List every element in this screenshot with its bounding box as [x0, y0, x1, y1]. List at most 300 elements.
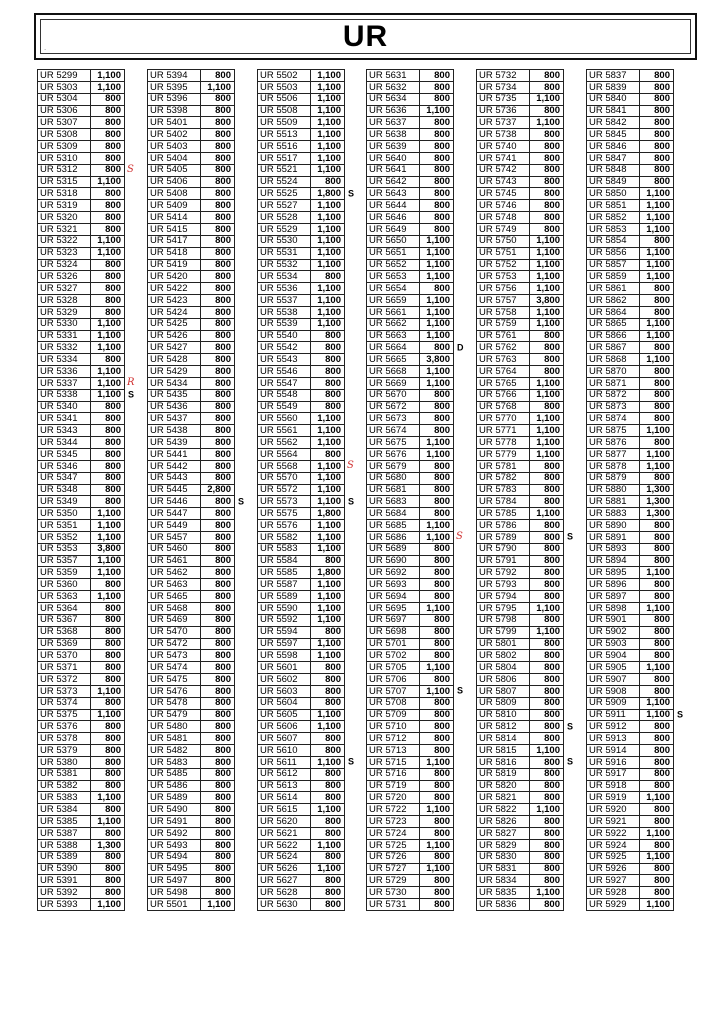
item-price: 800	[434, 472, 450, 484]
item-code: UR 5584	[258, 556, 311, 567]
item-code: UR 5918	[587, 781, 640, 792]
item-price: 800	[544, 105, 560, 117]
table-row	[257, 141, 345, 153]
table-row	[37, 200, 125, 212]
item-code: UR 5445	[148, 485, 201, 496]
item-price: 800	[105, 733, 121, 744]
item-code: UR 5883	[587, 508, 640, 519]
item-code: UR 5866	[587, 331, 640, 342]
item-code: UR 5795	[477, 603, 530, 614]
item-price: 800	[215, 401, 231, 413]
table-row	[366, 710, 454, 722]
table-row	[586, 437, 674, 449]
item-code: UR 5870	[587, 366, 640, 377]
item-price: 800	[215, 828, 231, 839]
item-code: UR 5573	[258, 496, 311, 507]
table-row	[476, 840, 564, 852]
item-price: 800	[215, 437, 231, 448]
table-row	[257, 307, 345, 319]
table-row	[476, 260, 564, 272]
item-price: 1,100	[317, 129, 341, 140]
item-code: UR 5321	[38, 224, 91, 235]
item-code: UR 5708	[367, 698, 420, 709]
item-code: UR 5319	[38, 200, 91, 211]
table-row	[147, 781, 235, 793]
table-row	[476, 887, 564, 899]
item-code: UR 5852	[587, 212, 640, 223]
item-price: 800	[654, 117, 670, 129]
item-code: UR 5712	[367, 733, 420, 744]
item-code: UR 5336	[38, 366, 91, 377]
table-row	[586, 390, 674, 402]
handwritten-mark: S	[347, 460, 354, 472]
item-code: UR 5612	[258, 769, 311, 780]
table-row	[476, 390, 564, 402]
item-code: UR 5396	[148, 94, 201, 105]
table-row	[257, 437, 345, 449]
item-code: UR 5323	[38, 248, 91, 259]
table-row	[257, 532, 345, 544]
item-price: 800	[215, 164, 231, 176]
table-row	[476, 579, 564, 591]
item-price: 800	[325, 685, 341, 697]
item-code: UR 5561	[258, 425, 311, 436]
item-code: UR 5425	[148, 319, 201, 330]
item-code: UR 5735	[477, 94, 530, 105]
item-code: UR 5697	[367, 615, 420, 626]
table-row	[37, 164, 134, 177]
item-price: 800	[105, 875, 121, 887]
table-row	[586, 733, 674, 745]
item-price: 800	[434, 70, 450, 81]
item-code: UR 5497	[148, 875, 201, 886]
item-code: UR 5917	[587, 769, 640, 780]
item-code: UR 5320	[38, 212, 91, 223]
table-row	[586, 413, 674, 425]
item-code: UR 5791	[477, 556, 530, 567]
table-row	[147, 662, 235, 674]
item-code: UR 5765	[477, 378, 530, 389]
item-price: 800	[544, 816, 560, 827]
item-code: UR 5649	[367, 224, 420, 235]
item-price: 800	[215, 247, 231, 259]
item-price: 800	[325, 851, 341, 863]
table-row	[476, 129, 564, 141]
item-code: UR 5597	[258, 639, 311, 650]
item-price: 800	[325, 389, 341, 401]
table-row	[147, 591, 235, 603]
item-price: 800	[434, 733, 450, 744]
table-row	[366, 271, 454, 283]
item-price: 1,100	[646, 851, 670, 863]
item-code: UR 5719	[367, 781, 420, 792]
item-code: UR 5306	[38, 106, 91, 117]
item-price: 800	[325, 828, 341, 839]
item-code: UR 5310	[38, 153, 91, 164]
item-code: UR 5338	[38, 390, 91, 401]
row-flag: S	[128, 389, 135, 400]
item-price: 800	[544, 579, 560, 590]
item-code: UR 5363	[38, 591, 91, 602]
item-price: 800	[434, 579, 450, 590]
item-price: 1,100	[426, 377, 450, 389]
item-code: UR 5480	[148, 721, 201, 732]
item-price: 800	[215, 496, 231, 508]
table-row	[257, 390, 345, 402]
item-price: 800	[215, 200, 231, 211]
table-row	[257, 733, 345, 745]
table-row	[257, 698, 345, 710]
item-price: 1,100	[536, 377, 560, 389]
table-row	[366, 662, 454, 674]
item-code: UR 5345	[38, 449, 91, 460]
item-price: 1,100	[317, 437, 341, 448]
table-row	[366, 721, 454, 733]
item-code: UR 5405	[148, 165, 201, 176]
table-row	[366, 378, 454, 390]
item-code: UR 5387	[38, 828, 91, 839]
table-row	[147, 840, 235, 852]
item-price: 800	[654, 733, 670, 744]
item-price: 800	[654, 152, 670, 164]
item-code: UR 5486	[148, 781, 201, 792]
table-row	[257, 260, 345, 272]
table-row	[586, 864, 674, 876]
item-price: 800	[434, 212, 450, 223]
table-row	[586, 224, 674, 236]
item-code: UR 5637	[367, 117, 420, 128]
item-price: 1,100	[317, 531, 341, 543]
item-code: UR 5749	[477, 224, 530, 235]
item-price: 800	[654, 531, 670, 543]
item-code: UR 5322	[38, 236, 91, 247]
table-row	[147, 792, 235, 804]
item-price: 1,100	[426, 520, 450, 531]
item-price: 1,100	[426, 259, 450, 271]
item-price: 800	[654, 520, 670, 531]
item-code: UR 5644	[367, 200, 420, 211]
item-price: 800	[325, 176, 341, 188]
item-price: 800	[215, 887, 231, 898]
item-code: UR 5751	[477, 248, 530, 259]
item-code: UR 5894	[587, 556, 640, 567]
table-row	[37, 639, 125, 651]
item-code: UR 5529	[258, 224, 311, 235]
item-code: UR 5640	[367, 153, 420, 164]
table-row	[257, 354, 345, 366]
item-price: 1,100	[646, 425, 670, 436]
item-price: 800	[325, 366, 341, 377]
item-code: UR 5418	[148, 248, 201, 259]
item-price: 800	[434, 496, 450, 508]
table-row	[37, 413, 125, 425]
table-row	[37, 828, 125, 840]
table-row	[476, 485, 564, 497]
table-row	[366, 840, 454, 852]
item-code: UR 5669	[367, 378, 420, 389]
item-price: 800	[654, 768, 670, 780]
table-row	[476, 567, 564, 579]
table-row	[586, 875, 674, 887]
item-price: 800	[325, 354, 341, 365]
item-code: UR 5822	[477, 804, 530, 815]
item-code: UR 5896	[587, 579, 640, 590]
table-row	[257, 639, 345, 651]
item-price: 800	[654, 437, 670, 448]
item-price: 800	[105, 626, 121, 638]
item-price: 800	[215, 330, 231, 342]
scan-mark: .	[44, 43, 47, 52]
item-price: 1,100	[97, 176, 121, 188]
item-price: 800	[544, 81, 560, 93]
table-row	[257, 887, 345, 899]
item-code: UR 5530	[258, 236, 311, 247]
table-row	[257, 662, 345, 674]
table-row	[37, 721, 125, 733]
table-row	[257, 366, 345, 378]
item-code: UR 5348	[38, 485, 91, 496]
item-code: UR 5756	[477, 283, 530, 294]
table-row	[366, 816, 454, 828]
item-code: UR 5668	[367, 366, 420, 377]
item-price: 800	[544, 875, 560, 887]
table-row	[147, 354, 235, 366]
item-code: UR 5864	[587, 307, 640, 318]
item-price: 800	[215, 283, 231, 294]
item-price: 800	[325, 733, 341, 744]
item-price: 1,100	[426, 756, 450, 768]
item-price: 800	[544, 756, 560, 768]
table-row	[147, 295, 235, 307]
table-row	[586, 721, 674, 733]
item-price: 800	[544, 129, 560, 140]
table-row	[586, 674, 674, 686]
item-price: 1,100	[97, 81, 121, 93]
item-code: UR 5661	[367, 307, 420, 318]
item-code: UR 5639	[367, 141, 420, 152]
item-code: UR 5634	[367, 94, 420, 105]
item-price: 800	[544, 792, 560, 804]
table-row	[476, 615, 564, 627]
table-row	[147, 757, 235, 769]
item-price: 1,100	[536, 389, 560, 401]
item-code: UR 5332	[38, 342, 91, 353]
table-row	[37, 591, 125, 603]
item-code: UR 5359	[38, 567, 91, 578]
item-code: UR 5913	[587, 733, 640, 744]
table-row	[37, 402, 125, 414]
item-price: 800	[215, 602, 231, 614]
item-code: UR 5424	[148, 307, 201, 318]
item-price: 800	[215, 93, 231, 105]
table-row	[586, 271, 674, 283]
item-price: 800	[215, 188, 231, 200]
table-row	[147, 153, 235, 165]
item-code: UR 5326	[38, 271, 91, 282]
item-code: UR 5834	[477, 875, 530, 886]
table-row	[257, 816, 345, 828]
item-code: UR 5468	[148, 603, 201, 614]
item-code: UR 5820	[477, 781, 530, 792]
item-price: 800	[434, 508, 450, 519]
item-code: UR 5705	[367, 662, 420, 673]
item-price: 1,100	[317, 295, 341, 306]
item-price: 1,100	[646, 792, 670, 804]
item-price: 800	[654, 81, 670, 93]
item-price: 800	[105, 141, 121, 152]
item-code: UR 5502	[258, 70, 311, 81]
item-price: 1,100	[207, 81, 231, 93]
table-row	[257, 342, 345, 354]
item-price: 800	[654, 295, 670, 306]
table-row	[586, 425, 674, 437]
item-price: 800	[434, 887, 450, 898]
table-row	[37, 733, 125, 745]
table-row	[366, 603, 454, 615]
table-row	[37, 437, 125, 449]
item-price: 800	[105, 188, 121, 200]
table-row	[37, 875, 125, 887]
item-code: UR 5564	[258, 449, 311, 460]
item-price: 1,100	[317, 223, 341, 235]
item-code: UR 5547	[258, 378, 311, 389]
table-row	[257, 69, 345, 82]
table-row	[257, 875, 345, 887]
table-row	[147, 437, 235, 449]
table-row	[37, 567, 125, 579]
table-row	[476, 627, 564, 639]
table-row	[37, 106, 125, 118]
table-row	[476, 756, 574, 769]
item-code: UR 5742	[477, 165, 530, 176]
item-price: 1,100	[317, 117, 341, 129]
item-price: 800	[215, 567, 231, 579]
item-code: UR 5692	[367, 567, 420, 578]
table-row	[476, 331, 564, 343]
item-code: UR 5582	[258, 532, 311, 543]
item-price: 1,100	[317, 283, 341, 294]
table-row	[476, 686, 564, 698]
table-row	[586, 804, 674, 816]
table-row	[476, 354, 564, 366]
handwritten-mark: R	[127, 377, 135, 389]
item-code: UR 5435	[148, 390, 201, 401]
table-row	[586, 709, 684, 722]
table-row	[366, 685, 464, 698]
table-row	[147, 674, 235, 686]
table-row	[257, 496, 355, 508]
table-row	[147, 342, 235, 354]
table-row	[147, 449, 235, 461]
table-row	[586, 449, 674, 461]
price-column	[257, 69, 355, 911]
item-price: 1,100	[536, 425, 560, 436]
table-row	[586, 106, 674, 118]
price-column	[476, 69, 574, 911]
item-code: UR 5801	[477, 639, 530, 650]
item-price: 800	[215, 105, 231, 117]
title-box	[34, 13, 697, 60]
item-code: UR 5299	[38, 70, 91, 81]
table-row	[366, 200, 454, 212]
item-code: UR 5907	[587, 674, 640, 685]
item-code: UR 5670	[367, 390, 420, 401]
table-row	[257, 852, 345, 864]
item-code: UR 5536	[258, 283, 311, 294]
item-code: UR 5786	[477, 520, 530, 531]
item-code: UR 5674	[367, 425, 420, 436]
table-row	[476, 745, 564, 757]
item-price: 1,100	[97, 377, 121, 389]
table-row	[37, 425, 125, 437]
table-row	[257, 650, 345, 662]
item-code: UR 5654	[367, 283, 420, 294]
table-row	[586, 188, 674, 200]
item-code: UR 5806	[477, 674, 530, 685]
item-code: UR 5771	[477, 425, 530, 436]
item-price: 800	[105, 306, 121, 318]
item-price: 1,100	[317, 152, 341, 164]
item-price: 1,100	[646, 567, 670, 579]
table-row	[147, 698, 235, 710]
item-price: 1,100	[426, 685, 450, 697]
table-row	[147, 828, 235, 840]
item-code: UR 5679	[367, 461, 420, 472]
table-row	[147, 366, 235, 378]
table-row	[257, 508, 345, 520]
item-code: UR 5370	[38, 650, 91, 661]
item-code: UR 5631	[367, 70, 420, 81]
table-row	[476, 674, 564, 686]
item-code: UR 5527	[258, 200, 311, 211]
item-code: UR 5819	[477, 769, 530, 780]
item-price: 800	[215, 259, 231, 271]
item-price: 1,100	[536, 271, 560, 283]
item-price: 800	[215, 295, 231, 306]
item-price: 1,100	[97, 792, 121, 804]
table-row	[586, 319, 674, 331]
table-row	[586, 342, 674, 354]
item-price: 800	[654, 176, 670, 188]
table-row	[366, 342, 464, 354]
table-row	[366, 425, 454, 437]
item-code: UR 5770	[477, 413, 530, 424]
item-code: UR 5501	[148, 899, 201, 910]
table-row	[147, 425, 235, 437]
item-price: 800	[544, 709, 560, 721]
item-code: UR 5329	[38, 307, 91, 318]
table-row	[37, 354, 125, 366]
item-code: UR 5814	[477, 733, 530, 744]
item-price: 1,100	[646, 460, 670, 472]
item-price: 1,100	[646, 602, 670, 614]
item-price: 800	[434, 152, 450, 164]
item-code: UR 5638	[367, 129, 420, 140]
table-row	[257, 792, 345, 804]
item-code: UR 5576	[258, 520, 311, 531]
item-code: UR 5741	[477, 153, 530, 164]
item-price: 800	[105, 354, 121, 365]
table-row	[366, 413, 454, 425]
item-price: 800	[434, 141, 450, 152]
item-price: 800	[654, 650, 670, 662]
item-code: UR 5592	[258, 615, 311, 626]
table-row	[476, 473, 564, 485]
item-code: UR 5583	[258, 544, 311, 555]
item-price: 800	[215, 543, 231, 555]
table-row	[147, 485, 235, 497]
item-code: UR 5865	[587, 319, 640, 330]
